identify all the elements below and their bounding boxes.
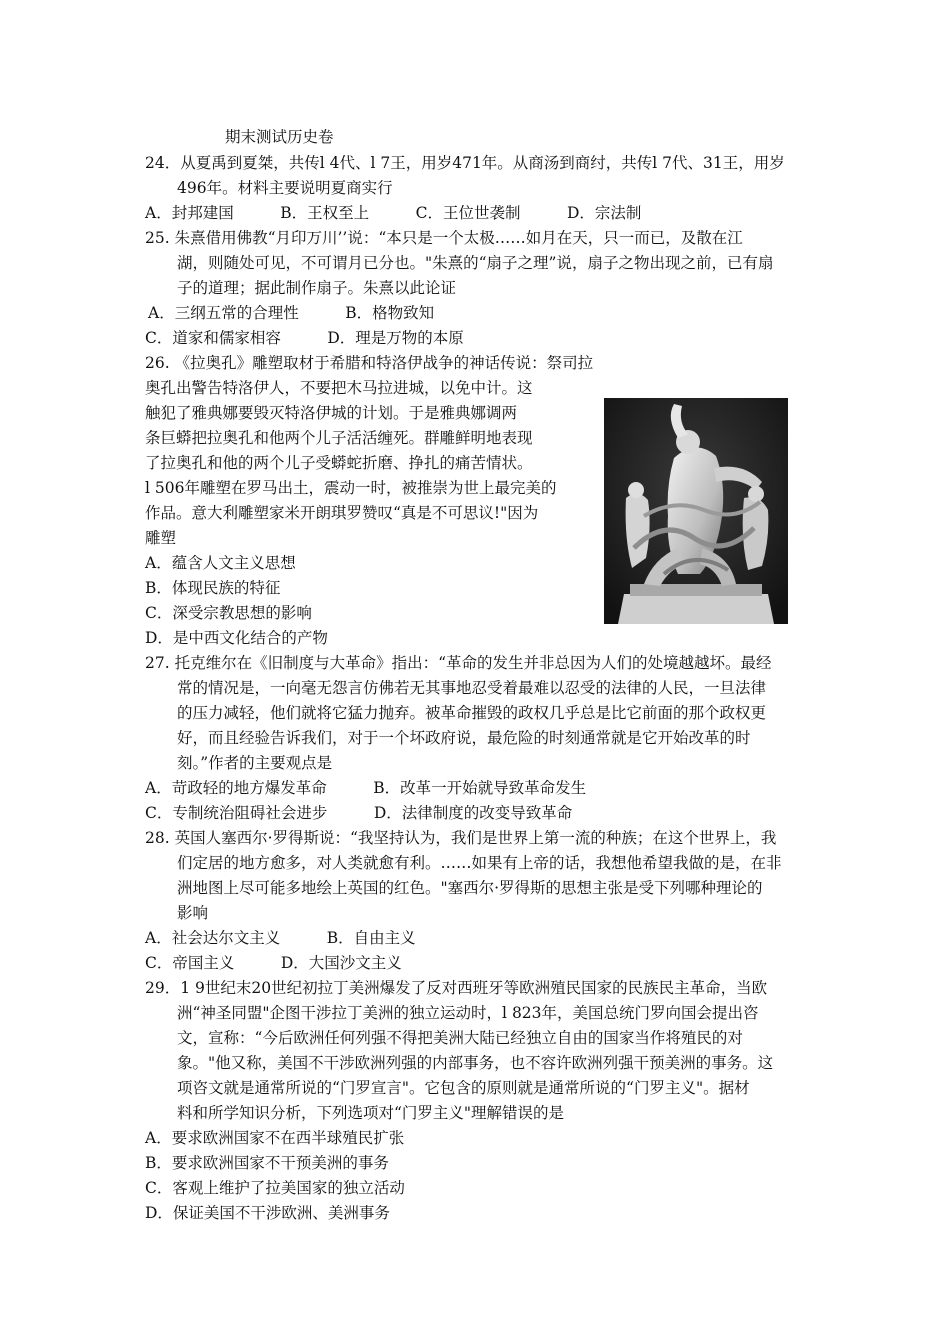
q28-stem-line-4: 影响 — [177, 904, 209, 922]
q25-stem-line-2: 湖，则随处可见，不可谓月已分也。"朱熹的“扇子之理”说，扇子之物出现之前，已有扇 — [177, 254, 774, 272]
q26-stem-line-5: 了拉奥孔和他的两个儿子受蟒蛇折磨、挣扎的痛苦情状。 — [145, 454, 533, 472]
q26-option-d: D．是中西文化结合的产物 — [145, 629, 328, 647]
q29-option-c: C．客观上维护了拉美国家的独立活动 — [145, 1179, 405, 1197]
q29-stem-line-5: 项咨文就是通常所说的“门罗宣言"。它包含的原则就是通常所说的“门罗主义"。据材 — [177, 1079, 750, 1097]
q27-stem-line-3: 的压力减轻，他们就将它猛力抛弃。被革命摧毁的政权几乎总是比它前面的那个政权更 — [177, 704, 767, 722]
q26-stem-line-3: 触犯了雅典娜要毁灭特洛伊城的计划。于是雅典娜调两 — [145, 404, 518, 422]
q27-stem-line-4: 好，而且经验告诉我们，对于一个坏政府说，最危险的时刻通常就是它开始改革的时 — [177, 729, 751, 747]
q27-options-row-1: A．苛政轻的地方爆发革命 B．改革一开始就导致革命发生 — [145, 779, 587, 797]
q28-stem-line-2: 们定居的地方愈多，对人类就愈有利。……如果有上帝的话，我想他希望我做的是，在非 — [177, 854, 782, 872]
q26-option-b: B．体现民族的特征 — [145, 579, 281, 597]
q28-options-row-1: A．社会达尔文主义 B．自由主义 — [145, 929, 416, 947]
q26-option-a: A．蕴含人文主义思想 — [145, 554, 296, 572]
q26-stem-line-6: l 506年雕塑在罗马出土，震动一时，被推崇为世上最完美的 — [145, 479, 557, 497]
laocoon-statue-image — [604, 398, 788, 624]
q29-option-d: D．保证美国不干涉欧洲、美洲事务 — [145, 1204, 390, 1222]
q28-stem-line-3: 洲地图上尽可能多地绘上英国的红色。"塞西尔·罗得斯的思想主张是受下列哪种理论的 — [177, 879, 763, 897]
q26-stem-line-2: 奥孔出警告特洛伊人，不要把木马拉进城，以免中计。这 — [145, 379, 533, 397]
q29-option-b: B．要求欧洲国家不干预美洲的事务 — [145, 1154, 389, 1172]
q29-stem-line-3: 文，宣称：“今后欧洲任何列强不得把美洲大陆已经独立自由的国家当作将殖民的对 — [177, 1029, 743, 1047]
q29-stem-line-4: 象。"他又称，美国不干涉欧洲列强的内部事务，也不容许欧洲列强干预美洲的事务。这 — [177, 1054, 774, 1072]
q29-stem-line-6: 料和所学知识分析，下列选项对“门罗主义"理解错误的是 — [177, 1104, 565, 1122]
q25-options-row-1: A．三纲五常的合理性 B．格物致知 — [148, 304, 435, 322]
q29-stem-line-1: 29．1 9世纪末20世纪初拉丁美洲爆发了反对西班牙等欧洲殖民国家的民族民主革命，当欧 — [145, 979, 768, 997]
q26-stem-line-1: 26. 《拉奥孔》雕塑取材于希腊和特洛伊战争的神话传说：祭司拉 — [145, 354, 594, 372]
q25-stem-line-1: 25. 朱熹借用佛教“月印万川’’说：“本只是一个太极……如月在天，只一而已，及散在江 — [145, 229, 743, 247]
q24-stem-line-2: 496年。材料主要说明夏商实行 — [177, 179, 393, 197]
q25-options-row-2: C．道家和儒家相容 D．理是万物的本原 — [145, 329, 464, 347]
q27-options-row-2: C．专制统治阻碍社会进步 D．法律制度的改变导致革命 — [145, 804, 573, 822]
q28-options-row-2: C．帝国主义 D．大国沙文主义 — [145, 954, 402, 972]
q28-stem-line-1: 28. 英国人塞西尔·罗得斯说：“我坚持认为，我们是世界上第一流的种族；在这个世界上，我 — [145, 829, 777, 847]
q27-stem-line-5: 刻。”作者的主要观点是 — [177, 754, 333, 772]
q26-stem-line-4: 条巨蟒把拉奥孔和他两个儿子活活缠死。群雕鲜明地表现 — [145, 429, 533, 447]
q26-stem-line-7: 作品。意大利雕塑家米开朗琪罗赞叹“真是不可思议!"因为 — [145, 504, 539, 522]
q25-stem-line-3: 子的道理；据此制作扇子。朱熹以此论证 — [177, 279, 457, 297]
q29-option-a: A．要求欧洲国家不在西半球殖民扩张 — [145, 1129, 405, 1147]
exam-title: 期末测试历史卷 — [225, 128, 334, 146]
q26-option-c: C．深受宗教思想的影响 — [145, 604, 312, 622]
q26-stem-line-8: 雕塑 — [145, 529, 177, 547]
q27-stem-line-1: 27. 托克维尔在《旧制度与大革命》指出：“革命的发生并非总因为人们的处境越越坏。最经 — [145, 654, 772, 672]
q29-stem-line-2: 洲“神圣同盟"企图干涉拉丁美洲的独立运动时，l 823年，美国总统门罗向国会提出咨 — [177, 1004, 759, 1022]
q27-stem-line-2: 常的情况是，一向毫无怨言仿佛若无其事地忍受着最难以忍受的法律的人民，一旦法律 — [177, 679, 767, 697]
q24-stem-line-1: 24．从夏禹到夏桀，共传l 4代、l 7王，用岁471年。从商汤到商纣，共传l 7代、31王，用岁 — [145, 154, 785, 172]
q24-options: A．封邦建国 B．王权至上 C．王位世袭制 D．宗法制 — [145, 204, 642, 222]
